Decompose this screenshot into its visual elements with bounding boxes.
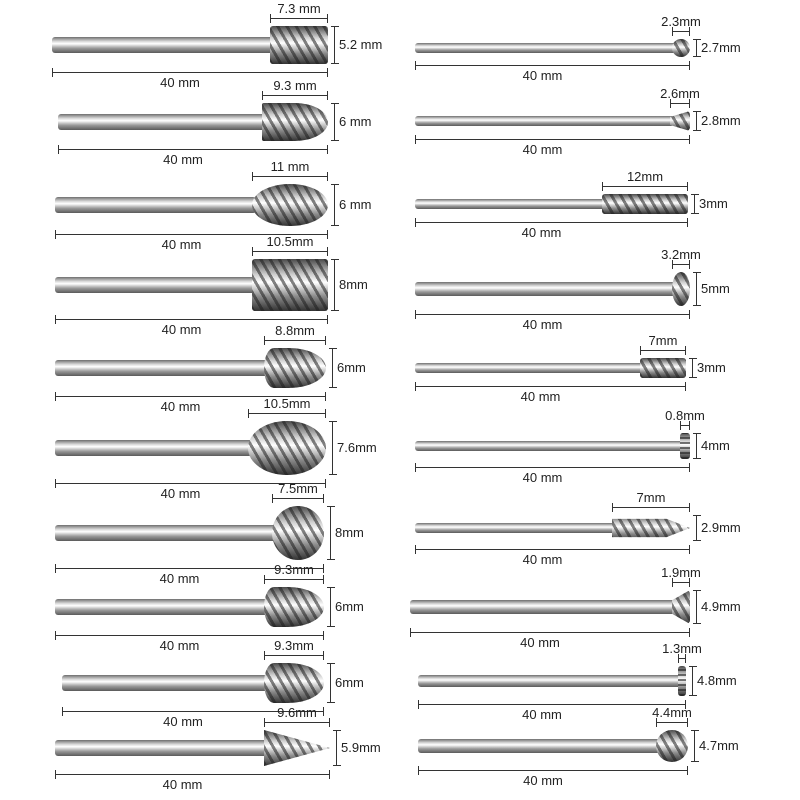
head-length-label: 2.6mm xyxy=(660,86,700,101)
bit-head xyxy=(672,39,690,57)
head-length-label: 10.5mm xyxy=(263,396,311,411)
bit-head xyxy=(640,358,686,378)
overall-length-label: 40 mm xyxy=(523,773,563,788)
head-length-dimension xyxy=(272,498,324,499)
head-diameter-label: 6mm xyxy=(337,360,366,375)
overall-length-label: 40 mm xyxy=(522,142,563,157)
head-diameter-dimension xyxy=(696,433,697,459)
bit-shank xyxy=(415,116,674,126)
head-diameter-label: 4.7mm xyxy=(699,738,739,753)
head-length-dimension xyxy=(264,722,330,723)
bit-shank xyxy=(55,525,276,541)
bit-head xyxy=(680,433,690,459)
head-diameter-label: 6 mm xyxy=(339,114,372,129)
head-length-label: 1.3mm xyxy=(662,641,702,656)
bit-shank xyxy=(55,599,268,615)
bit-head xyxy=(264,348,326,388)
head-diameter-dimension xyxy=(692,358,693,378)
head-diameter-dimension xyxy=(696,111,697,131)
head-diameter-dimension xyxy=(334,184,335,226)
head-length-dimension xyxy=(612,507,690,508)
overall-length-label: 40 mm xyxy=(520,389,561,404)
head-diameter-dimension xyxy=(334,103,335,141)
overall-length-label: 40 mm xyxy=(162,777,203,792)
head-diameter-label: 4.9mm xyxy=(701,599,741,614)
head-diameter-dimension xyxy=(696,590,697,624)
head-diameter-dimension xyxy=(330,587,331,627)
overall-length-label: 40 mm xyxy=(160,75,200,90)
head-length-label: 1.9mm xyxy=(661,565,701,580)
bit-shank xyxy=(418,675,682,688)
bit-shank xyxy=(52,37,274,53)
bit-head xyxy=(272,506,324,560)
overall-length-dimension xyxy=(55,635,324,636)
head-diameter-label: 5.9mm xyxy=(341,740,381,755)
head-diameter-dimension xyxy=(330,506,331,560)
head-diameter-label: 4.8mm xyxy=(697,673,737,688)
head-length-label: 9.3mm xyxy=(274,638,314,653)
head-diameter-label: 6mm xyxy=(335,599,364,614)
overall-length-label: 40 mm xyxy=(161,237,202,252)
bit-head xyxy=(264,730,330,766)
head-diameter-dimension xyxy=(334,26,335,64)
overall-length-label: 40 mm xyxy=(522,552,563,567)
head-diameter-label: 4mm xyxy=(701,438,730,453)
bit-shank xyxy=(415,363,644,373)
overall-length-label: 40 mm xyxy=(161,322,202,337)
head-length-label: 9.3mm xyxy=(274,562,314,577)
overall-length-label: 40 mm xyxy=(522,68,563,83)
bit-shank xyxy=(55,197,256,213)
overall-length-dimension xyxy=(415,314,690,315)
bit-shank xyxy=(410,600,676,614)
head-diameter-dimension xyxy=(696,39,697,57)
head-length-label: 10.5mm xyxy=(266,234,314,249)
head-length-dimension xyxy=(602,186,688,187)
head-length-dimension xyxy=(656,722,688,723)
overall-length-label: 40 mm xyxy=(163,714,203,729)
bit-head xyxy=(670,111,690,131)
head-diameter-dimension xyxy=(330,663,331,703)
bit-head xyxy=(678,666,686,696)
head-length-dimension xyxy=(252,176,328,177)
head-length-label: 4.4mm xyxy=(652,705,692,720)
bit-head xyxy=(270,26,328,64)
head-diameter-label: 5mm xyxy=(701,281,730,296)
head-length-dimension xyxy=(672,582,690,583)
bit-shank xyxy=(415,441,684,452)
overall-length-dimension xyxy=(415,386,686,387)
head-diameter-label: 8mm xyxy=(339,277,368,292)
bit-shank xyxy=(62,675,268,691)
head-diameter-label: 2.9mm xyxy=(701,520,741,535)
bit-head xyxy=(252,259,328,311)
overall-length-label: 40 mm xyxy=(160,486,201,501)
head-length-label: 7.3 mm xyxy=(277,1,321,16)
head-length-dimension xyxy=(672,264,690,265)
head-length-dimension xyxy=(264,579,324,580)
head-diameter-dimension xyxy=(696,515,697,541)
head-diameter-dimension xyxy=(694,194,695,214)
overall-length-label: 40 mm xyxy=(159,638,200,653)
overall-length-dimension xyxy=(418,770,688,771)
overall-length-dimension xyxy=(415,222,688,223)
head-length-dimension xyxy=(252,251,328,252)
bit-shank xyxy=(55,440,252,456)
head-diameter-dimension xyxy=(694,730,695,762)
overall-length-dimension xyxy=(55,774,330,775)
overall-length-label: 40 mm xyxy=(522,707,562,722)
head-length-dimension xyxy=(672,31,690,32)
bit-shank xyxy=(58,114,266,130)
head-length-dimension xyxy=(264,340,326,341)
overall-length-label: 40 mm xyxy=(163,152,203,167)
head-diameter-label: 6mm xyxy=(335,675,364,690)
head-length-label: 0.8mm xyxy=(665,408,705,423)
bit-head xyxy=(264,587,324,627)
bit-shank xyxy=(415,199,606,209)
head-diameter-label: 6 mm xyxy=(339,197,372,212)
head-diameter-dimension xyxy=(334,259,335,311)
head-diameter-label: 3mm xyxy=(697,360,726,375)
head-diameter-dimension xyxy=(332,421,333,475)
head-length-label: 7mm xyxy=(648,333,678,348)
overall-length-dimension xyxy=(415,467,690,468)
head-length-dimension xyxy=(678,658,686,659)
head-length-dimension xyxy=(270,18,328,19)
head-length-label: 7.5mm xyxy=(278,481,318,496)
bit-head xyxy=(672,590,690,624)
bit-shank xyxy=(415,523,616,534)
overall-length-dimension xyxy=(410,632,690,633)
overall-length-label: 40 mm xyxy=(521,225,562,240)
head-length-dimension xyxy=(680,425,690,426)
overall-length-dimension xyxy=(58,149,328,150)
overall-length-label: 40 mm xyxy=(520,635,560,650)
head-length-dimension xyxy=(264,655,324,656)
head-length-label: 11 mm xyxy=(270,159,310,174)
head-diameter-label: 2.7mm xyxy=(701,40,741,55)
overall-length-label: 40 mm xyxy=(522,470,563,485)
head-length-label: 12mm xyxy=(626,169,664,184)
bit-head xyxy=(672,272,690,306)
overall-length-dimension xyxy=(52,72,328,73)
head-length-dimension xyxy=(262,95,328,96)
bit-head xyxy=(248,421,326,475)
head-diameter-dimension xyxy=(336,730,337,766)
head-length-label: 9.6mm xyxy=(277,705,317,720)
head-length-dimension xyxy=(248,413,326,414)
head-length-label: 8.8mm xyxy=(275,323,315,338)
head-length-dimension xyxy=(670,103,690,104)
head-diameter-label: 8mm xyxy=(335,525,364,540)
head-length-label: 7mm xyxy=(636,490,666,505)
head-length-label: 3.2mm xyxy=(661,247,701,262)
bit-shank xyxy=(415,43,676,53)
bit-head xyxy=(264,663,324,703)
overall-length-label: 40 mm xyxy=(522,317,563,332)
bit-head xyxy=(252,184,328,226)
bit-shank xyxy=(418,739,660,752)
head-length-label: 2.3mm xyxy=(661,14,701,29)
overall-length-dimension xyxy=(415,139,690,140)
head-diameter-label: 3mm xyxy=(699,196,728,211)
head-diameter-dimension xyxy=(692,666,693,696)
overall-length-dimension xyxy=(415,549,690,550)
bit-head xyxy=(262,103,328,141)
head-diameter-dimension xyxy=(332,348,333,388)
overall-length-label: 40 mm xyxy=(160,399,201,414)
overall-length-label: 40 mm xyxy=(159,571,200,586)
bit-shank xyxy=(415,282,676,296)
bit-head xyxy=(656,730,688,762)
bit-shank xyxy=(55,740,268,755)
bit-shank xyxy=(55,277,256,293)
overall-length-dimension xyxy=(415,65,690,66)
overall-length-dimension xyxy=(418,704,686,705)
head-diameter-label: 2.8mm xyxy=(701,113,741,128)
head-diameter-dimension xyxy=(696,272,697,306)
head-length-dimension xyxy=(640,350,686,351)
bit-head xyxy=(602,194,688,214)
overall-length-dimension xyxy=(55,319,328,320)
head-diameter-label: 5.2 mm xyxy=(339,37,383,52)
bit-head xyxy=(612,515,690,541)
bit-shank xyxy=(55,360,268,376)
head-length-label: 9.3 mm xyxy=(273,78,317,93)
head-diameter-label: 7.6mm xyxy=(337,440,377,455)
